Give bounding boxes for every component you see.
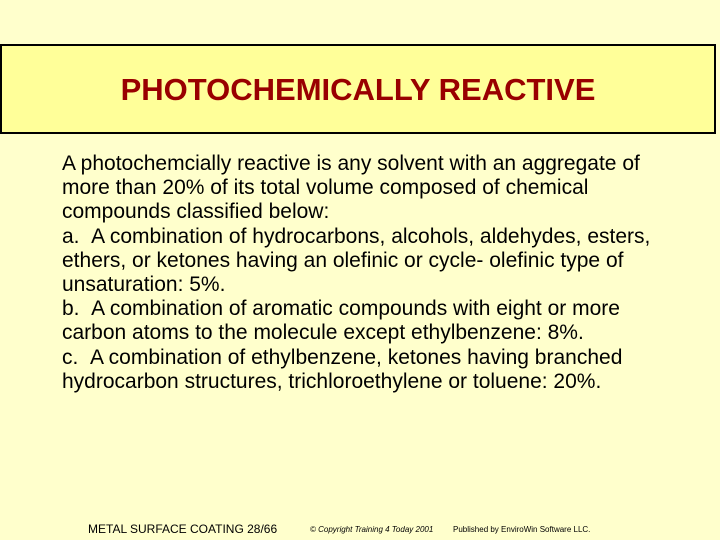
- footer-publisher: Published by EnviroWin Software LLC.: [453, 525, 591, 534]
- title-box: [0, 44, 716, 134]
- footer-copyright: © Copyright Training 4 Today 2001: [310, 525, 434, 534]
- slide-footer: [0, 520, 720, 540]
- footer-course: METAL SURFACE COATING 28/66: [88, 522, 278, 536]
- body-item-a: a. A combination of hydrocarbons, alcohols, aldehydes, esters, ethers, or ketones having an olefinic or cycle- olefinic type of unsaturation: 5%.: [62, 224, 651, 297]
- slide-title: PHOTOCHEMICALLY REACTIVE: [120, 72, 596, 107]
- body-item-b: b. A combination of aromatic compounds with eight or more carbon atoms to the molecule except ethylbenzene: 8%.: [62, 297, 620, 345]
- slide-body: [62, 152, 682, 394]
- body-intro: A photochemcially reactive is any solvent with an aggregate of more than 20% of its total volume composed of chemical compounds classified below:: [62, 152, 640, 224]
- body-item-c: c. A combination of ethylbenzene, ketones having branched hydrocarbon structures, trichloroethylene or toluene: 20%.: [62, 345, 623, 393]
